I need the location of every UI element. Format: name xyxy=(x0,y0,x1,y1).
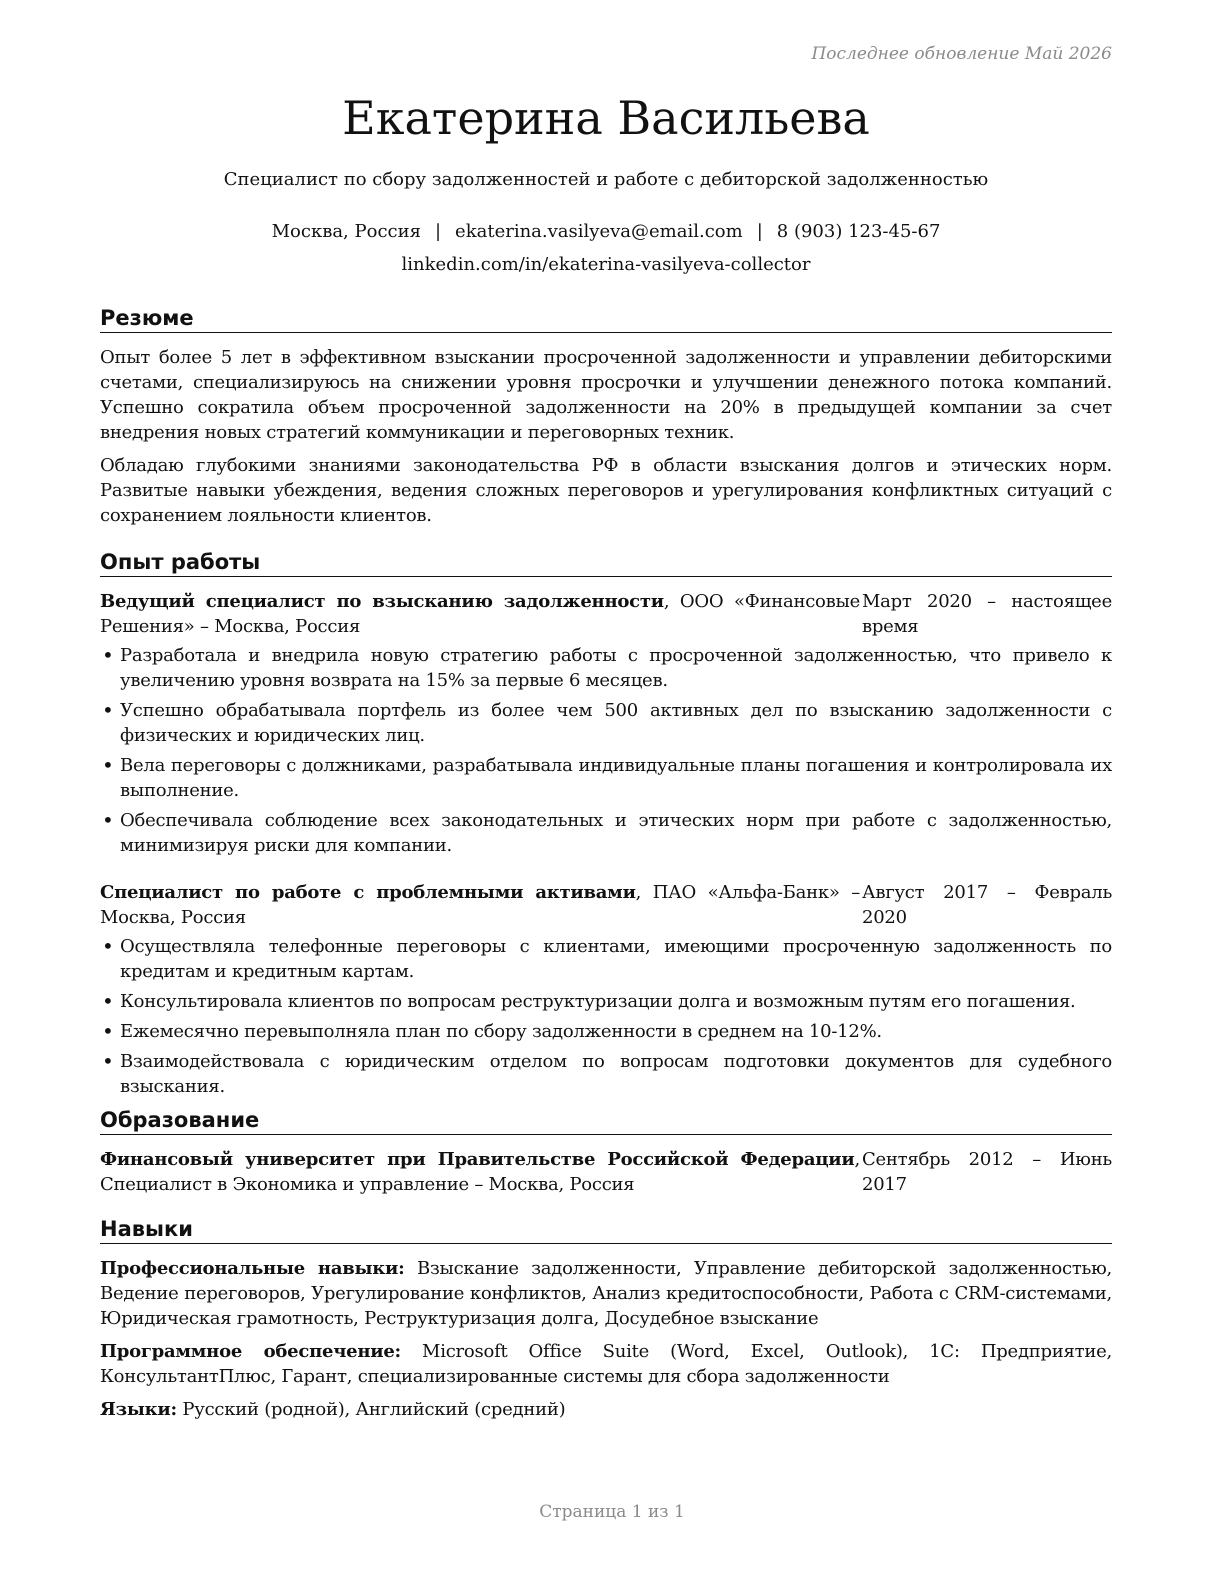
education-dates-line: Сентябрь 2012 – Июнь xyxy=(862,1149,1112,1170)
education-institution xyxy=(100,1147,860,1197)
page-number: Страница 1 из 1 xyxy=(539,1502,685,1522)
candidate-name: Екатерина Васильева xyxy=(342,91,870,145)
job-dates xyxy=(862,880,1112,930)
job-bullets xyxy=(100,643,1112,858)
education-entry xyxy=(100,1147,1112,1197)
job-entry xyxy=(100,589,1112,858)
job-dates-line: 2020 xyxy=(862,907,907,928)
education-degree: , Специалист в Экономика и управление – Москва, Россия xyxy=(100,1149,860,1195)
job-role xyxy=(100,880,860,930)
list-item: • Разработала и внедрила новую стратегию работы с просроченной задолженностью, что привело к увеличению уровня возврата на 15% за первые 6 месяцев. xyxy=(100,643,1112,693)
list-item: • Успешно обрабатывала портфель из более чем 500 активных дел по взысканию задолженности с физических и юридических лиц. xyxy=(100,698,1112,748)
experience-section xyxy=(100,548,1112,1104)
job-role xyxy=(100,589,860,639)
summary-paragraph: Обладаю глубокими знаниями законодательства РФ в области взыскания долгов и этических норм. Развитые навыки убеждения, ведения сложных переговоров и урегулирования конфликтных ситуаций с сохранением лояльности клиентов. xyxy=(100,455,1112,526)
job-company: , ООО «Финансовые Решения» – Москва, Россия xyxy=(100,591,860,637)
education-section xyxy=(100,1106,1112,1201)
job-header xyxy=(100,589,1112,639)
separator: | xyxy=(434,221,442,242)
skills-label: Профессиональные навыки: xyxy=(100,1258,405,1279)
separator: | xyxy=(756,221,763,242)
section-title-experience: Опыт работы xyxy=(100,548,1112,577)
job-header xyxy=(100,880,1112,930)
skills-software xyxy=(100,1339,1112,1389)
list-item: • Взаимодействовала с юридическим отделом по вопросам подготовки документов для судебного взыскания. xyxy=(100,1049,1112,1099)
summary-section xyxy=(100,304,1112,536)
phone-number: 8 (903) 123-45-67 xyxy=(776,221,941,242)
section-title-summary: Резюме xyxy=(100,304,1112,333)
candidate-title: Специалист по сбору задолженностей и работе с дебиторской задолженностью xyxy=(223,169,989,190)
job-bullets xyxy=(100,934,1112,1099)
skills-languages xyxy=(100,1397,1112,1422)
job-position: Ведущий специалист по взысканию задолженности xyxy=(100,591,664,612)
job-dates xyxy=(862,589,1112,639)
contact-line xyxy=(100,219,1112,244)
skills-value: Microsoft Office Suite (Word, Excel, Outlook), 1С: Предприятие, КонсультантПлюс, Гарант, специализированные системы для сбора задолженности xyxy=(100,1341,1112,1387)
education-dates-line: 2017 xyxy=(862,1174,907,1195)
education-dates xyxy=(862,1147,1112,1197)
skills-professional xyxy=(100,1256,1112,1331)
job-dates-line: Март 2020 – настоящее xyxy=(862,591,1112,612)
job-position: Специалист по работе с проблемными активами xyxy=(100,882,636,903)
job-company: , ПАО «Альфа-Банк» – Москва, Россия xyxy=(100,882,860,928)
section-title-education: Образование xyxy=(100,1106,1112,1135)
skills-label: Программное обеспечение: xyxy=(100,1341,401,1362)
skills-label: Языки: xyxy=(100,1399,177,1420)
skills-section xyxy=(100,1215,1112,1430)
list-item: • Ежемесячно перевыполняла план по сбору задолженности в среднем на 10-12%. xyxy=(100,1019,1112,1044)
last-updated: Последнее обновление Май 2026 xyxy=(811,44,1112,64)
institution-name: Финансовый университет при Правительстве Российской Федерации xyxy=(100,1149,855,1170)
summary-paragraph: Опыт более 5 лет в эффективном взыскании просроченной задолженности и управлении дебиторскими счетами, специализируюсь на снижении уровня просрочки и улучшении денежного потока компаний. Успешно сократила объем просроченной задолженности на 20% в предыдущей компании за счет внедрения новых стратегий коммуникации и переговорных техник. xyxy=(100,347,1112,443)
list-item: • Консультировала клиентов по вопросам реструктуризации долга и возможным путям его погашения. xyxy=(100,989,1112,1014)
job-dates-line: время xyxy=(862,616,919,637)
section-title-skills: Навыки xyxy=(100,1215,1112,1244)
skills-value: Русский (родной), Английский (средний) xyxy=(176,1399,566,1420)
email-link[interactable]: ekaterina.vasilyeva@email.com xyxy=(455,221,743,242)
job-dates-line: Август 2017 – Февраль xyxy=(862,882,1112,903)
job-entry xyxy=(100,880,1112,1099)
skills-value: Взыскание задолженности, Управление дебиторской задолженностью, Ведение переговоров, Урегулирование конфликтов, Анализ кредитоспособности, Работа с CRM-системами, Юридическая грамотность, Реструктуризация долга, Досудебное взыскание xyxy=(100,1258,1112,1329)
list-item: • Вела переговоры с должниками, разрабатывала индивидуальные планы погашения и контролировала их выполнение. xyxy=(100,753,1112,803)
location: Москва, Россия xyxy=(271,221,421,242)
linkedin-link[interactable]: linkedin.com/in/ekaterina-vasilyeva-collector xyxy=(401,254,811,275)
list-item: • Осуществляла телефонные переговоры с клиентами, имеющими просроченную задолженность по кредитам и кредитным картам. xyxy=(100,934,1112,984)
list-item: • Обеспечивала соблюдение всех законодательных и этических норм при работе с задолженностью, минимизируя риски для компании. xyxy=(100,808,1112,858)
